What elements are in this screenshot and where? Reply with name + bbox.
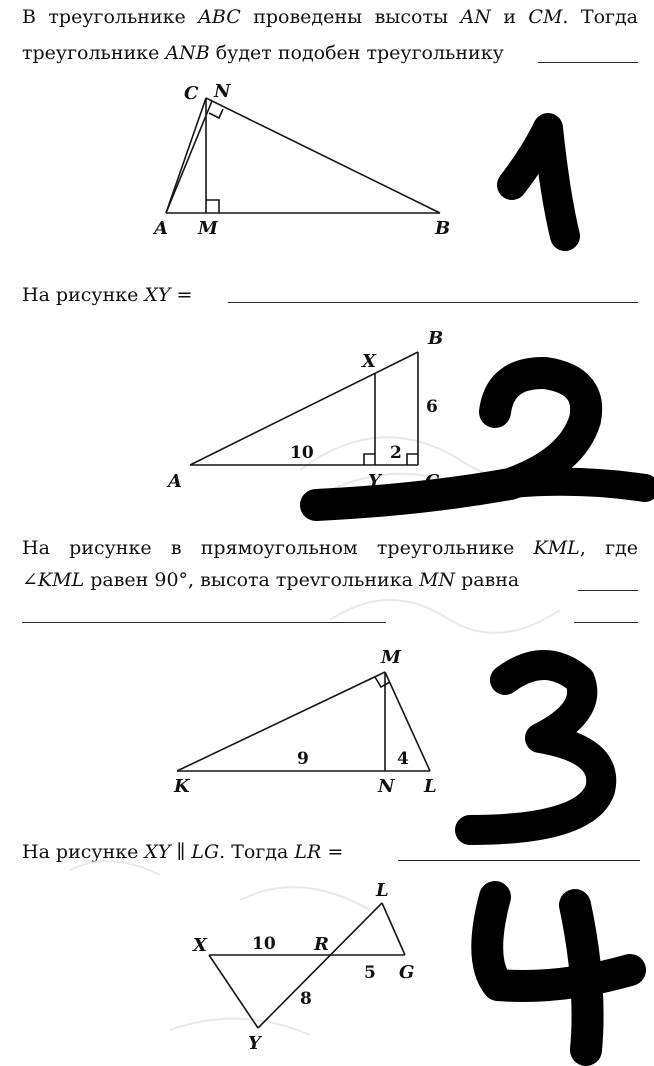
vertex-label-b: B: [435, 218, 451, 239]
math-var: KML: [533, 537, 580, 559]
length-label-rg: 5: [364, 963, 376, 983]
math-var: MN: [418, 569, 456, 591]
vertex-label-m: M: [198, 218, 218, 239]
text-segment: равна: [455, 569, 520, 591]
vertex-label-b: B: [428, 328, 444, 349]
figure-3-triangle-kml: [173, 647, 437, 797]
text-segment: =: [170, 284, 193, 306]
length-label-kn: 9: [297, 749, 309, 769]
altitude-an: [166, 101, 212, 213]
text-segment: =: [321, 841, 344, 863]
length-label-bc: 6: [426, 397, 438, 417]
handwritten-number-3: [470, 665, 601, 830]
vertex-label-x: X: [362, 351, 376, 372]
right-angle-mark-c: [407, 454, 418, 465]
text-segment: . Тогда: [219, 841, 295, 863]
length-label-yc: 2: [390, 443, 402, 463]
segment-xy: [209, 955, 258, 1028]
figure-4-crossed-triangles: [192, 880, 414, 1054]
text-segment: . Тогда: [562, 6, 638, 28]
vertex-label-l: L: [376, 880, 389, 901]
segment-cb: [206, 98, 440, 213]
math-var: XY: [144, 841, 171, 863]
math-var: LG: [191, 841, 220, 863]
figure-1-triangle-abc: [152, 81, 450, 239]
math-var: XY: [144, 284, 171, 306]
math-var: AN: [460, 6, 491, 28]
vertex-label-g: G: [399, 962, 415, 983]
vertex-label-n: N: [378, 776, 395, 797]
right-angle-mark-m: [206, 200, 219, 213]
vertex-label-r: R: [314, 934, 329, 955]
vertex-label-n: N: [214, 81, 231, 102]
text-segment: , где: [579, 537, 638, 559]
segment-lg: [382, 903, 405, 955]
text-segment: равен 90°, высота треvгольника: [84, 569, 419, 591]
text-segment: ∠: [22, 569, 38, 591]
text-segment: На рисунке в прямоугольном треугольнике: [22, 537, 534, 559]
math-var: ANB: [165, 42, 210, 64]
text-segment: будет подобен треугольнику: [209, 42, 504, 64]
text-segment: треугольнике: [22, 42, 166, 64]
vertex-label-c: C: [425, 471, 440, 492]
text-segment: В треугольнике: [22, 6, 199, 28]
segment-ac: [166, 98, 206, 213]
text-segment: На рисунке: [22, 284, 145, 306]
handwritten-number-1: [512, 128, 565, 236]
right-angle-mark-n: [209, 109, 223, 118]
vertex-label-a: A: [168, 471, 182, 492]
math-var: KML: [37, 569, 85, 591]
length-label-nl: 4: [397, 749, 409, 769]
math-var: LR: [294, 841, 322, 863]
length-label-ry: 8: [300, 989, 312, 1009]
vertex-label-c: C: [184, 83, 199, 104]
handwritten-number-4: [487, 897, 630, 1050]
text-segment: проведены высоты: [240, 6, 461, 28]
text-segment: ∥: [170, 841, 192, 863]
vertex-label-l: L: [424, 776, 437, 797]
vertex-label-k: K: [174, 776, 190, 797]
vertex-label-a: A: [154, 218, 168, 239]
vertex-label-y: Y: [368, 471, 381, 492]
math-var: CM: [528, 6, 563, 28]
vertex-label-x: X: [193, 935, 207, 956]
vertex-label-y: Y: [248, 1033, 261, 1054]
length-label-ay: 10: [290, 443, 314, 463]
vertex-label-m: M: [381, 647, 401, 668]
length-label-xr: 10: [252, 934, 276, 954]
text-segment: и: [490, 6, 529, 28]
right-angle-mark-y: [364, 454, 375, 465]
segment-km: [177, 672, 385, 771]
math-var: ABC: [198, 6, 241, 28]
text-segment: На рисунке: [22, 841, 145, 863]
